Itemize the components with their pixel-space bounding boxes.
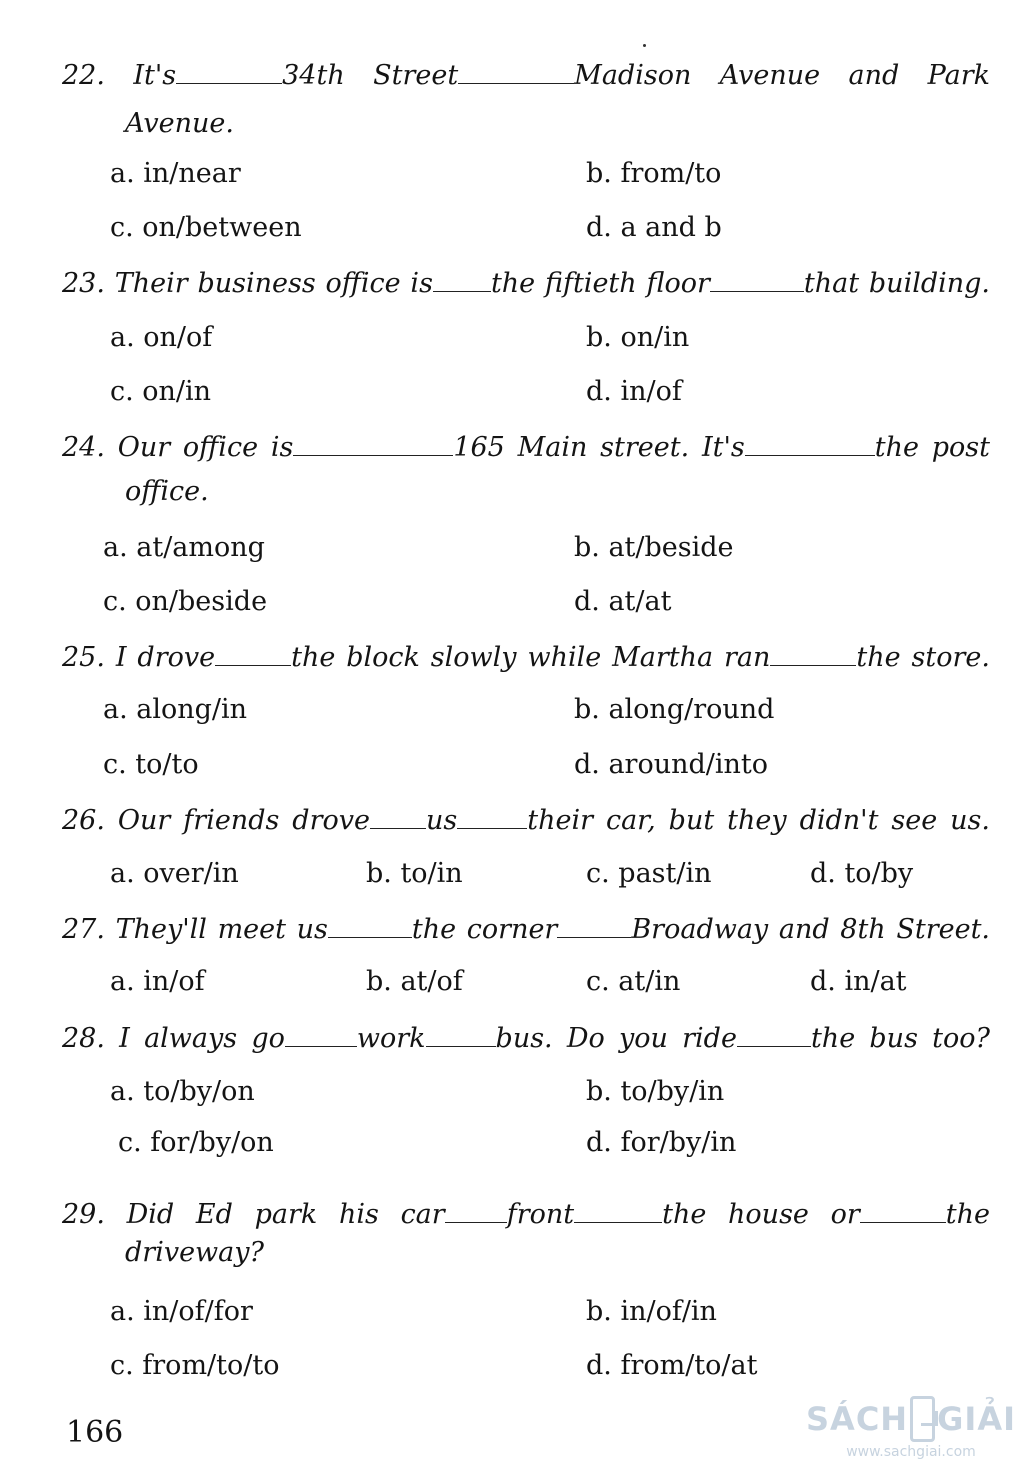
answer-blank [710,265,804,292]
question-25 [62,636,990,680]
question-text: 22. It's [62,60,177,91]
question-text: Broadway and 8th Street. [631,914,990,945]
option-c: c. to/to [103,749,199,780]
option-d: d. from/to/at [586,1350,758,1381]
question-continuation: office. [125,476,209,507]
answer-blank [370,802,426,829]
answer-blank [426,1020,496,1047]
option-b: b. at/of [366,966,463,997]
option-a: a. in/of/for [110,1296,253,1327]
option-a: a. on/of [110,322,213,353]
question-text: 29. Did Ed park his car [62,1199,445,1230]
question-text: that building. [803,268,991,299]
option-b: b. to/by/in [586,1076,725,1107]
question-text: 25. I drove [62,642,216,673]
answer-blank [215,639,291,666]
question-text: the bus too? [810,1023,990,1054]
option-c: c. on/between [110,212,302,243]
question-text: front [506,1199,575,1230]
option-a: a. along/in [103,694,248,725]
question-text: the house or [662,1199,860,1230]
question-26 [62,799,990,843]
question-29 [62,1193,990,1237]
option-c: c. at/in [586,966,681,997]
option-c: c. on/beside [103,586,268,617]
watermark-g-box-icon [910,1396,935,1442]
scan-speck [643,44,646,47]
question-continuation: driveway? [125,1237,264,1268]
question-text: the post [874,432,990,463]
question-24 [62,426,990,470]
option-c: c. from/to/to [110,1350,280,1381]
watermark-title-left: SÁCH [806,1400,909,1438]
option-d: d. for/by/in [586,1127,737,1158]
option-a: a. at/among [103,532,265,563]
option-a: a. in/of [110,966,205,997]
option-a: a. to/by/on [110,1076,255,1107]
question-text: Madison Avenue and Park [574,60,990,91]
question-text: us [425,805,458,836]
option-a: a. over/in [110,858,239,889]
question-28 [62,1017,990,1061]
answer-blank [557,911,631,938]
question-text: the corner [411,914,558,945]
answer-blank [285,1020,357,1047]
question-continuation: Avenue. [125,108,234,139]
option-b: b. to/in [366,858,463,889]
answer-blank [328,911,412,938]
option-c: c. past/in [586,858,712,889]
answer-blank [176,57,282,84]
option-d: d. at/at [574,586,672,617]
question-text: the store. [856,642,990,673]
option-c: c. for/by/on [118,1127,274,1158]
option-d: d. in/at [810,966,907,997]
question-text: 27. They'll meet us [62,914,328,945]
watermark-title [806,1396,1016,1442]
answer-blank [770,639,856,666]
option-d: d. to/by [810,858,914,889]
question-23 [62,262,990,306]
watermark-logo [806,1396,1016,1460]
watermark-url: www.sachgiai.com [846,1444,976,1460]
option-d: d. around/into [574,749,768,780]
question-22 [62,54,990,98]
question-text: 23. Their business office is [62,268,433,299]
option-b: b. in/of/in [586,1296,717,1327]
question-text: the [945,1199,990,1230]
watermark-title-right: GIẢI [937,1400,1016,1438]
answer-blank [293,429,453,456]
answer-blank [433,265,491,292]
question-text: bus. Do you ride [495,1023,737,1054]
answer-blank [860,1196,946,1223]
answer-blank [574,1196,662,1223]
option-c: c. on/in [110,376,212,407]
answer-blank [457,802,527,829]
option-b: b. at/beside [574,532,734,563]
question-text: 28. I always go [62,1023,285,1054]
option-b: b. from/to [586,158,722,189]
question-text: work [356,1023,426,1054]
answer-blank [745,429,875,456]
question-text: 34th Street [282,60,459,91]
option-d: d. in/of [586,376,682,407]
answer-blank [458,57,574,84]
question-text: the block slowly while Martha ran [291,642,771,673]
question-27 [62,908,990,952]
question-text: 165 Main street. It's [453,432,745,463]
answer-blank [445,1196,507,1223]
answer-blank [737,1020,811,1047]
question-text: the fiftieth floor [490,268,710,299]
option-b: b. along/round [574,694,775,725]
option-d: d. a and b [586,212,722,243]
question-text: their car, but they didn't see us. [527,805,991,836]
option-a: a. in/near [110,158,241,189]
option-b: b. on/in [586,322,690,353]
page-number: 166 [66,1415,124,1450]
question-text: 26. Our friends drove [62,805,370,836]
question-text: 24. Our office is [62,432,294,463]
